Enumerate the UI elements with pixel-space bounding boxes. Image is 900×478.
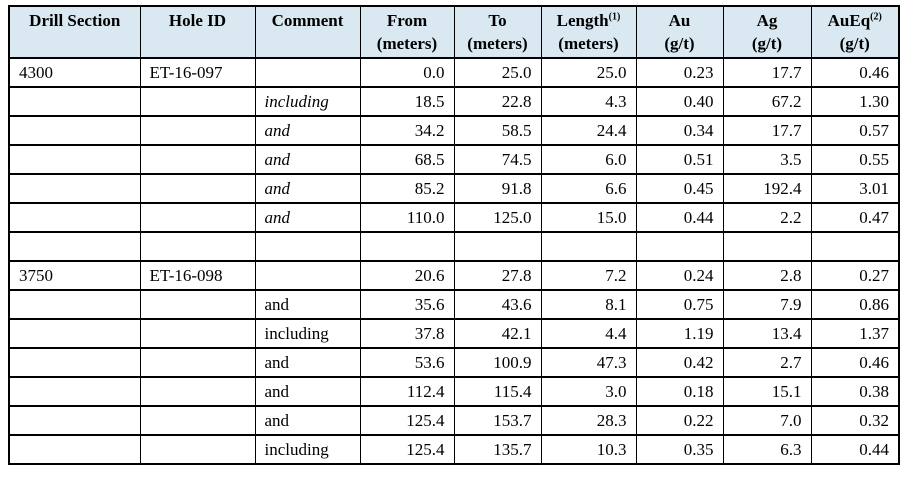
cell-ag: 2.7 (723, 348, 811, 377)
cell-hole-id (140, 319, 255, 348)
cell-length: 6.6 (541, 174, 636, 203)
cell-ag: 7.0 (723, 406, 811, 435)
cell-to: 115.4 (454, 377, 541, 406)
cell-drill-section (9, 232, 140, 261)
cell-comment: including (255, 435, 360, 464)
cell-aueq: 0.57 (811, 116, 899, 145)
cell-aueq: 1.30 (811, 87, 899, 116)
cell-comment: and (255, 174, 360, 203)
cell-hole-id (140, 406, 255, 435)
cell-au: 0.22 (636, 406, 723, 435)
cell-aueq: 3.01 (811, 174, 899, 203)
header-footnote-marker: (1) (608, 11, 621, 23)
cell-au: 0.35 (636, 435, 723, 464)
table-row (9, 261, 899, 290)
cell-hole-id (140, 290, 255, 319)
cell-au: 0.44 (636, 203, 723, 232)
cell-aueq: 1.37 (811, 319, 899, 348)
cell-ag: 192.4 (723, 174, 811, 203)
cell-drill-section (9, 203, 140, 232)
cell-hole-id (140, 377, 255, 406)
column-header-to (454, 6, 541, 58)
header-label: Comment (271, 11, 344, 30)
cell-length: 7.2 (541, 261, 636, 290)
cell-from: 34.2 (360, 116, 454, 145)
cell-length: 25.0 (541, 58, 636, 87)
cell-au (636, 232, 723, 261)
cell-length: 4.3 (541, 87, 636, 116)
cell-comment: and (255, 116, 360, 145)
cell-aueq: 0.27 (811, 261, 899, 290)
column-header-comment (255, 6, 360, 58)
cell-hole-id: ET-16-097 (140, 58, 255, 87)
cell-drill-section (9, 174, 140, 203)
cell-to: 91.8 (454, 174, 541, 203)
table-row (9, 377, 899, 406)
cell-drill-section (9, 435, 140, 464)
cell-length: 10.3 (541, 435, 636, 464)
header-label: To (488, 11, 507, 30)
cell-to: 153.7 (454, 406, 541, 435)
table-row (9, 232, 899, 261)
header-label: Au (668, 11, 691, 30)
column-header-hole-id (140, 6, 255, 58)
table-row (9, 174, 899, 203)
cell-ag: 3.5 (723, 145, 811, 174)
cell-from: 53.6 (360, 348, 454, 377)
cell-comment (255, 58, 360, 87)
header-units: (meters) (467, 34, 528, 54)
header-units: (g/t) (839, 34, 870, 54)
table-row (9, 203, 899, 232)
table-row (9, 406, 899, 435)
cell-to: 22.8 (454, 87, 541, 116)
cell-ag: 17.7 (723, 58, 811, 87)
cell-hole-id: ET-16-098 (140, 261, 255, 290)
cell-au: 0.45 (636, 174, 723, 203)
cell-from: 112.4 (360, 377, 454, 406)
cell-to: 25.0 (454, 58, 541, 87)
header-label: Drill Section (29, 11, 121, 30)
cell-from: 85.2 (360, 174, 454, 203)
cell-to: 135.7 (454, 435, 541, 464)
table-row (9, 435, 899, 464)
cell-to: 42.1 (454, 319, 541, 348)
header-label: AuEq (827, 11, 871, 30)
cell-au: 0.40 (636, 87, 723, 116)
cell-drill-section (9, 319, 140, 348)
cell-from: 20.6 (360, 261, 454, 290)
cell-drill-section (9, 145, 140, 174)
cell-ag: 2.8 (723, 261, 811, 290)
table-row (9, 87, 899, 116)
header-row (9, 6, 899, 58)
cell-comment: and (255, 348, 360, 377)
cell-length: 28.3 (541, 406, 636, 435)
cell-drill-section (9, 348, 140, 377)
cell-from: 18.5 (360, 87, 454, 116)
drill-results-table-container (8, 5, 900, 465)
cell-ag: 6.3 (723, 435, 811, 464)
cell-length: 15.0 (541, 203, 636, 232)
cell-to (454, 232, 541, 261)
column-header-ag (723, 6, 811, 58)
table-row (9, 116, 899, 145)
cell-hole-id (140, 348, 255, 377)
cell-ag: 67.2 (723, 87, 811, 116)
cell-from: 125.4 (360, 406, 454, 435)
cell-from: 35.6 (360, 290, 454, 319)
cell-length: 24.4 (541, 116, 636, 145)
cell-length: 4.4 (541, 319, 636, 348)
cell-comment: including (255, 319, 360, 348)
cell-ag (723, 232, 811, 261)
column-header-drill-section (9, 6, 140, 58)
cell-ag: 15.1 (723, 377, 811, 406)
table-row (9, 348, 899, 377)
cell-drill-section: 3750 (9, 261, 140, 290)
header-units: (g/t) (664, 34, 695, 54)
header-units: (meters) (376, 34, 438, 54)
cell-to: 74.5 (454, 145, 541, 174)
cell-to: 43.6 (454, 290, 541, 319)
cell-au: 0.51 (636, 145, 723, 174)
cell-from: 0.0 (360, 58, 454, 87)
cell-au: 0.75 (636, 290, 723, 319)
cell-from: 37.8 (360, 319, 454, 348)
cell-aueq: 0.46 (811, 58, 899, 87)
cell-comment: and (255, 406, 360, 435)
cell-hole-id (140, 174, 255, 203)
header-label: Length (556, 11, 609, 30)
cell-hole-id (140, 87, 255, 116)
cell-drill-section (9, 377, 140, 406)
column-header-au (636, 6, 723, 58)
header-units: (g/t) (751, 34, 783, 54)
cell-ag: 17.7 (723, 116, 811, 145)
cell-au: 0.42 (636, 348, 723, 377)
table-row (9, 145, 899, 174)
header-footnote-marker: (2) (870, 11, 882, 23)
cell-from: 110.0 (360, 203, 454, 232)
cell-aueq (811, 232, 899, 261)
cell-hole-id (140, 435, 255, 464)
cell-ag: 7.9 (723, 290, 811, 319)
cell-comment (255, 232, 360, 261)
cell-aueq: 0.38 (811, 377, 899, 406)
table-body (9, 58, 899, 464)
cell-hole-id (140, 203, 255, 232)
cell-drill-section (9, 87, 140, 116)
column-header-from (360, 6, 454, 58)
cell-to: 58.5 (454, 116, 541, 145)
cell-from: 68.5 (360, 145, 454, 174)
cell-au: 0.23 (636, 58, 723, 87)
cell-comment: and (255, 290, 360, 319)
cell-comment: including (255, 87, 360, 116)
cell-drill-section (9, 116, 140, 145)
cell-drill-section (9, 406, 140, 435)
cell-aueq: 0.47 (811, 203, 899, 232)
header-label: From (386, 11, 428, 30)
table-row (9, 58, 899, 87)
cell-ag: 2.2 (723, 203, 811, 232)
cell-hole-id (140, 145, 255, 174)
cell-length: 3.0 (541, 377, 636, 406)
cell-aueq: 0.55 (811, 145, 899, 174)
cell-au: 1.19 (636, 319, 723, 348)
cell-comment: and (255, 145, 360, 174)
cell-from: 125.4 (360, 435, 454, 464)
cell-comment (255, 261, 360, 290)
cell-length: 6.0 (541, 145, 636, 174)
cell-length: 8.1 (541, 290, 636, 319)
cell-to: 125.0 (454, 203, 541, 232)
cell-drill-section: 4300 (9, 58, 140, 87)
cell-length: 47.3 (541, 348, 636, 377)
cell-aueq: 0.44 (811, 435, 899, 464)
table-row (9, 319, 899, 348)
cell-comment: and (255, 377, 360, 406)
column-header-length (541, 6, 636, 58)
cell-aueq: 0.86 (811, 290, 899, 319)
header-units: (meters) (558, 34, 619, 54)
header-label: Ag (756, 11, 778, 30)
drill-results-table (8, 5, 900, 465)
header-label: Hole ID (168, 11, 227, 30)
cell-au: 0.24 (636, 261, 723, 290)
cell-comment: and (255, 203, 360, 232)
cell-from (360, 232, 454, 261)
column-header-aueq (811, 6, 899, 58)
cell-hole-id (140, 116, 255, 145)
cell-to: 27.8 (454, 261, 541, 290)
table-row (9, 290, 899, 319)
cell-au: 0.34 (636, 116, 723, 145)
cell-drill-section (9, 290, 140, 319)
table-header (9, 6, 899, 58)
cell-aueq: 0.46 (811, 348, 899, 377)
cell-aueq: 0.32 (811, 406, 899, 435)
cell-ag: 13.4 (723, 319, 811, 348)
cell-au: 0.18 (636, 377, 723, 406)
cell-length (541, 232, 636, 261)
cell-to: 100.9 (454, 348, 541, 377)
cell-hole-id (140, 232, 255, 261)
